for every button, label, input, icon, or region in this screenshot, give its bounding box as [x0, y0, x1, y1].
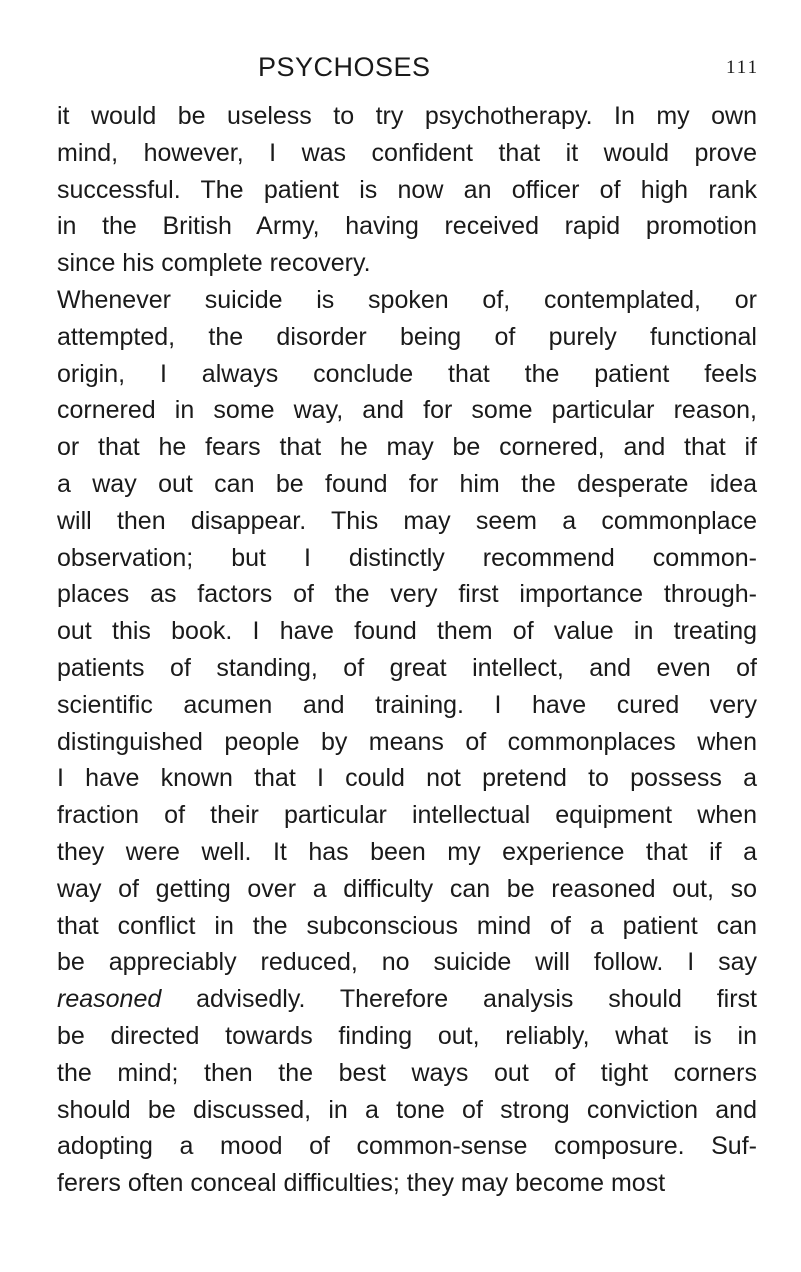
text-line: successful. The patient is now an officer of high rank [57, 175, 757, 204]
text-line: it would be useless to try psychotherapy. In my own [57, 102, 757, 130]
text-line: attempted, the disorder being of purely functional [57, 322, 757, 351]
paragraph-start-line: Whenever suicide is spoken of, contemplated, or [57, 285, 757, 314]
text-line: patients of standing, of great intellect, and even of [57, 653, 757, 682]
text-line-rest: advisedly. Therefore analysis should first [196, 985, 758, 1014]
text-line: out this book. I have found them of value in treating [57, 617, 757, 646]
text-line: in the British Army, having received rapid promotion [57, 212, 757, 241]
text-line: places as factors of the very first importance through- [57, 580, 757, 609]
text-line: that conflict in the subconscious mind of a patient can [57, 911, 757, 940]
text-line: ferers often conceal difficulties; they may become most [57, 1169, 666, 1198]
text-line: distinguished people by means of commonplaces when [57, 727, 757, 756]
text-line: should be discussed, in a tone of strong conviction and [57, 1095, 757, 1124]
text-line: be directed towards finding out, reliably, what is in [57, 1021, 757, 1050]
text-line: a way out can be found for him the desperate idea [57, 469, 757, 498]
text-line: adopting a mood of common-sense composure. Suf- [57, 1132, 757, 1161]
text-line: origin, I always conclude that the patient feels [57, 359, 757, 388]
page-number: 111 [726, 57, 760, 78]
running-head [0, 52, 801, 82]
text-line: observation; but I distinctly recommend common- [57, 543, 757, 572]
text-line: they were well. It has been my experience that if a [57, 837, 757, 866]
running-title: PSYCHOSES [258, 52, 431, 82]
text-line: or that he fears that he may be cornered, and that if [57, 433, 757, 462]
text-line: mind, however, I was confident that it would prove [57, 138, 757, 167]
text-line: be appreciably reduced, no suicide will follow. I say [57, 948, 757, 977]
text-line: cornered in some way, and for some particular reason, [57, 396, 757, 425]
body-text [57, 98, 757, 1202]
text-line: I have known that I could not pretend to possess a [57, 764, 757, 793]
text-line-with-italic [57, 981, 757, 1018]
text-line: way of getting over a difficulty can be reasoned out, so [57, 874, 757, 903]
italic-emphasis: reasoned [57, 985, 162, 1014]
text-line: since his complete recovery. [57, 249, 371, 278]
text-line: scientific acumen and training. I have cured very [57, 690, 757, 719]
text-line: the mind; then the best ways out of tight corners [57, 1058, 757, 1087]
text-line: will then disappear. This may seem a commonplace [57, 506, 757, 535]
text-line: fraction of their particular intellectual equipment when [57, 801, 757, 830]
